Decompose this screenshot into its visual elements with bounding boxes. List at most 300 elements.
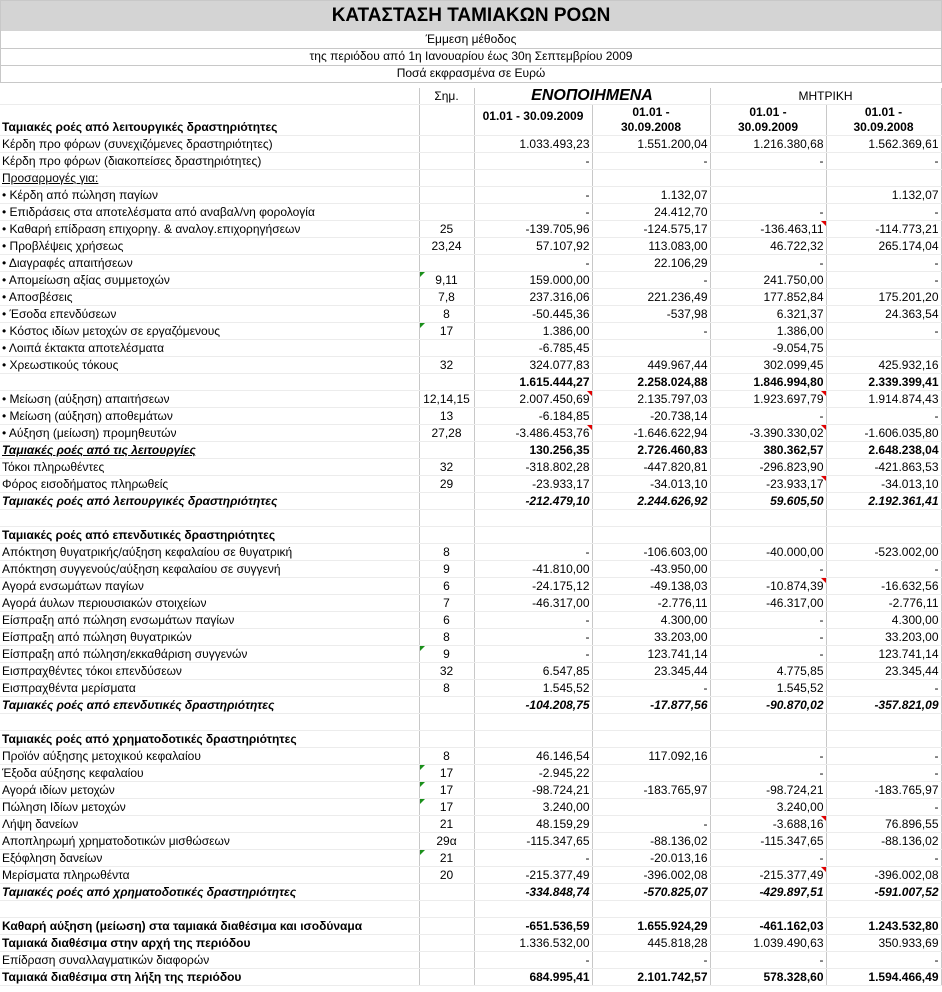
- row-note: [419, 527, 474, 544]
- row-label: Ταμιακές ροές από χρηματοδοτικές δραστηριότητες: [0, 731, 419, 748]
- value-cell: 1.039.490,63: [710, 935, 826, 952]
- value-cell: -34.013,10: [592, 476, 710, 493]
- value-cell: 324.077,83: [474, 357, 592, 374]
- value-cell: -: [592, 153, 710, 170]
- value-cell: -: [474, 187, 592, 204]
- value-cell: -: [592, 323, 710, 340]
- value-cell: -16.632,56: [826, 578, 941, 595]
- value-cell: -: [474, 612, 592, 629]
- value-cell: -23.933,17: [474, 476, 592, 493]
- subtotal-row: [0, 901, 941, 918]
- value-cell: -136.463,11: [710, 221, 826, 238]
- cash-flow-table: [0, 88, 942, 986]
- row-note: [419, 170, 474, 187]
- value-cell: -2.776,11: [826, 595, 941, 612]
- value-cell: [710, 901, 826, 918]
- value-cell: [826, 340, 941, 357]
- value-cell: -183.765,97: [592, 782, 710, 799]
- value-cell: 46.146,54: [474, 748, 592, 765]
- row-label: Κέρδη προ φόρων (συνεχιζόμενες δραστηριότητες): [0, 136, 419, 153]
- value-cell: -24.175,12: [474, 578, 592, 595]
- row-note: 13: [419, 408, 474, 425]
- value-cell: -6.184,85: [474, 408, 592, 425]
- row-note: [419, 714, 474, 731]
- row-label: [0, 374, 419, 391]
- row-label: • Έσοδα επενδύσεων: [0, 306, 419, 323]
- value-cell: -396.002,08: [592, 867, 710, 884]
- table-row: [0, 323, 941, 340]
- row-label: • Χρεωστικούς τόκους: [0, 357, 419, 374]
- row-label: • Μείωση (αύξηση) αποθεμάτων: [0, 408, 419, 425]
- value-cell: [710, 187, 826, 204]
- row-label: Εισπραχθέντες τόκοι επενδύσεων: [0, 663, 419, 680]
- value-cell: [474, 731, 592, 748]
- value-cell: [474, 510, 592, 527]
- row-label: Ταμιακά διαθέσιμα στην αρχή της περιόδου: [0, 935, 419, 952]
- value-cell: -: [826, 952, 941, 969]
- row-note: 17: [419, 323, 474, 340]
- row-label: Ταμιακές ροές από χρηματοδοτικές δραστηριότητες: [0, 884, 419, 901]
- value-cell: -9.054,75: [710, 340, 826, 357]
- row-label: Είσπραξη από πώληση θυγατρικών: [0, 629, 419, 646]
- row-label: Προσαρμογές για:: [0, 170, 419, 187]
- comment-marker-icon: [420, 765, 425, 770]
- row-note: [419, 442, 474, 459]
- value-cell: 1.545,52: [474, 680, 592, 697]
- row-label: • Κόστος ιδίων μετοχών σε εργαζόμενους: [0, 323, 419, 340]
- value-cell: -396.002,08: [826, 867, 941, 884]
- value-cell: 3.240,00: [710, 799, 826, 816]
- row-label: [0, 714, 419, 731]
- value-cell: -570.825,07: [592, 884, 710, 901]
- row-note: 9: [419, 646, 474, 663]
- table-row: [0, 697, 941, 714]
- table-row: [0, 561, 941, 578]
- row-note: 17: [419, 782, 474, 799]
- table-row: [0, 272, 941, 289]
- row-note: 9,11: [419, 272, 474, 289]
- table-row: [0, 425, 941, 442]
- value-cell: -215.377,49: [474, 867, 592, 884]
- row-label: • Προβλέψεις χρήσεως: [0, 238, 419, 255]
- value-cell: -46.317,00: [474, 595, 592, 612]
- value-cell: 1.132,07: [826, 187, 941, 204]
- value-cell: -6.785,45: [474, 340, 592, 357]
- value-cell: -: [826, 272, 941, 289]
- value-cell: [592, 799, 710, 816]
- row-label: Έξοδα αύξησης κεφαλαίου: [0, 765, 419, 782]
- value-cell: 1.243.532,80: [826, 918, 941, 935]
- subtotal-row: [0, 510, 941, 527]
- row-note: [419, 731, 474, 748]
- value-cell: 76.896,55: [826, 816, 941, 833]
- comment-marker-icon: [587, 391, 592, 396]
- value-cell: -: [710, 204, 826, 221]
- value-cell: -591.007,52: [826, 884, 941, 901]
- comment-marker-icon: [420, 323, 425, 328]
- value-cell: [826, 170, 941, 187]
- row-label: Πώληση Ιδίων μετοχών: [0, 799, 419, 816]
- table-row: [0, 969, 941, 986]
- value-cell: 2.135.797,03: [592, 391, 710, 408]
- value-cell: -: [474, 952, 592, 969]
- table-row: [0, 578, 941, 595]
- note-column-header: Σημ.: [419, 88, 474, 105]
- header-row-1: [0, 88, 941, 105]
- row-note: 6: [419, 612, 474, 629]
- currency-subtitle: Ποσά εκφρασμένα σε Ευρώ: [0, 65, 942, 83]
- value-cell: 1.594.466,49: [826, 969, 941, 986]
- row-note: [419, 136, 474, 153]
- value-cell: 6.547,85: [474, 663, 592, 680]
- row-note: 32: [419, 663, 474, 680]
- row-label: Απόκτηση θυγατρικής/αύξηση κεφαλαίου σε θυγατρική: [0, 544, 419, 561]
- row-note: 7,8: [419, 289, 474, 306]
- value-cell: -357.821,09: [826, 697, 941, 714]
- comment-marker-icon: [420, 272, 425, 277]
- period-subtitle: της περιόδου από 1η Ιανουαρίου έως 30η Σεπτεμβρίου 2009: [0, 48, 942, 66]
- value-cell: [592, 527, 710, 544]
- row-label: • Αύξηση (μείωση) προμηθευτών: [0, 425, 419, 442]
- value-cell: -88.136,02: [592, 833, 710, 850]
- row-note: [419, 493, 474, 510]
- value-cell: 1.615.444,27: [474, 374, 592, 391]
- value-cell: 2.726.460,83: [592, 442, 710, 459]
- value-cell: -106.603,00: [592, 544, 710, 561]
- value-cell: 175.201,20: [826, 289, 941, 306]
- row-label: Ταμιακές ροές από επενδυτικές δραστηριότητες: [0, 697, 419, 714]
- comment-marker-icon: [821, 476, 826, 481]
- value-cell: -: [826, 323, 941, 340]
- row-note: [419, 204, 474, 221]
- value-cell: -20.013,16: [592, 850, 710, 867]
- row-label: Κέρδη προ φόρων (διακοπείσες δραστηριότητες): [0, 153, 419, 170]
- value-cell: -41.810,00: [474, 561, 592, 578]
- row-label: • Αποσβέσεις: [0, 289, 419, 306]
- value-cell: -: [826, 408, 941, 425]
- table-row: [0, 629, 941, 646]
- value-cell: -49.138,03: [592, 578, 710, 595]
- row-note: 20: [419, 867, 474, 884]
- method-subtitle: Έμμεση μέθοδος: [0, 31, 942, 49]
- row-note: 25: [419, 221, 474, 238]
- row-note: 8: [419, 306, 474, 323]
- value-cell: -: [826, 153, 941, 170]
- value-cell: -: [826, 850, 941, 867]
- value-cell: -: [710, 629, 826, 646]
- table-row: [0, 357, 941, 374]
- table-row: [0, 289, 941, 306]
- value-cell: -: [710, 952, 826, 969]
- value-cell: 1.923.697,79: [710, 391, 826, 408]
- table-row: [0, 391, 941, 408]
- table-row: [0, 306, 941, 323]
- value-cell: -: [710, 153, 826, 170]
- value-cell: 1.914.874,43: [826, 391, 941, 408]
- row-label: Εξόφληση δανείων: [0, 850, 419, 867]
- value-cell: 2.244.626,92: [592, 493, 710, 510]
- row-note: [419, 153, 474, 170]
- row-note: [419, 952, 474, 969]
- value-cell: 380.362,57: [710, 442, 826, 459]
- value-cell: -: [474, 629, 592, 646]
- value-cell: -537,98: [592, 306, 710, 323]
- table-row: [0, 136, 941, 153]
- value-cell: 113.083,00: [592, 238, 710, 255]
- value-cell: 59.605,50: [710, 493, 826, 510]
- row-label: Ταμιακές ροές από επενδυτικές δραστηριότητες: [0, 527, 419, 544]
- row-label: Αγορά ιδίων μετοχών: [0, 782, 419, 799]
- row-label: • Απομείωση αξίας συμμετοχών: [0, 272, 419, 289]
- value-cell: 23.345,44: [592, 663, 710, 680]
- row-label: Προϊόν αύξησης μετοχικού κεφαλαίου: [0, 748, 419, 765]
- value-cell: 33.203,00: [826, 629, 941, 646]
- value-cell: -114.773,21: [826, 221, 941, 238]
- row-note: [419, 340, 474, 357]
- value-cell: -88.136,02: [826, 833, 941, 850]
- table-row: [0, 799, 941, 816]
- value-cell: 1.846.994,80: [710, 374, 826, 391]
- row-label: Μερίσματα πληρωθέντα: [0, 867, 419, 884]
- value-cell: [710, 527, 826, 544]
- value-cell: 2.648.238,04: [826, 442, 941, 459]
- value-cell: 1.545,52: [710, 680, 826, 697]
- value-cell: [592, 765, 710, 782]
- comment-marker-icon: [420, 646, 425, 651]
- row-note: 32: [419, 459, 474, 476]
- table-row: [0, 680, 941, 697]
- table-row: [0, 612, 941, 629]
- row-label: • Μείωση (αύξηση) απαιτήσεων: [0, 391, 419, 408]
- row-note: 17: [419, 765, 474, 782]
- value-cell: -651.536,59: [474, 918, 592, 935]
- value-cell: [710, 731, 826, 748]
- value-cell: -: [710, 255, 826, 272]
- row-note: 9: [419, 561, 474, 578]
- table-row: [0, 221, 941, 238]
- table-row: [0, 782, 941, 799]
- subtotal-row: [0, 374, 941, 391]
- value-cell: 1.336.532,00: [474, 935, 592, 952]
- row-note: [419, 374, 474, 391]
- row-label: Είσπραξη από πώληση/εκκαθάριση συγγενών: [0, 646, 419, 663]
- table-row: [0, 476, 941, 493]
- table-row: [0, 731, 941, 748]
- table-row: [0, 459, 941, 476]
- value-cell: 1.386,00: [474, 323, 592, 340]
- value-cell: 1.551.200,04: [592, 136, 710, 153]
- value-cell: -: [474, 153, 592, 170]
- value-cell: 1.216.380,68: [710, 136, 826, 153]
- value-cell: -1.646.622,94: [592, 425, 710, 442]
- table-row: [0, 646, 941, 663]
- row-label: Καθαρή αύξηση (μείωση) στα ταμιακά διαθέσιμα και ισοδύναμα: [0, 918, 419, 935]
- value-cell: 33.203,00: [592, 629, 710, 646]
- row-note: 7: [419, 595, 474, 612]
- row-note: 29α: [419, 833, 474, 850]
- comment-marker-icon: [420, 782, 425, 787]
- value-cell: -447.820,81: [592, 459, 710, 476]
- value-cell: [826, 731, 941, 748]
- value-cell: 2.258.024,88: [592, 374, 710, 391]
- comment-marker-icon: [821, 425, 826, 430]
- row-note: 8: [419, 629, 474, 646]
- value-cell: -212.479,10: [474, 493, 592, 510]
- value-cell: -: [710, 408, 826, 425]
- table-row: [0, 748, 941, 765]
- table-row: [0, 595, 941, 612]
- value-cell: -: [826, 748, 941, 765]
- value-cell: -10.874,39: [710, 578, 826, 595]
- subtotal-row: [0, 714, 941, 731]
- parent-header: ΜΗΤΡΙΚΗ: [710, 88, 941, 105]
- table-row: [0, 204, 941, 221]
- value-cell: [474, 527, 592, 544]
- table-row: [0, 153, 941, 170]
- row-label: Εισπραχθέντα μερίσματα: [0, 680, 419, 697]
- row-note: 21: [419, 816, 474, 833]
- row-label: Απόκτηση συγγενούς/αύξηση κεφαλαίου σε συγγενή: [0, 561, 419, 578]
- row-note: 6: [419, 578, 474, 595]
- value-cell: 1.655.924,29: [592, 918, 710, 935]
- table-row: [0, 952, 941, 969]
- value-cell: 24.363,54: [826, 306, 941, 323]
- value-cell: 6.321,37: [710, 306, 826, 323]
- value-cell: -: [710, 612, 826, 629]
- value-cell: -: [826, 204, 941, 221]
- value-cell: 3.240,00: [474, 799, 592, 816]
- row-label: Είσπραξη από πώληση ενσωμάτων παγίων: [0, 612, 419, 629]
- comment-marker-icon: [821, 578, 826, 583]
- value-cell: 302.099,45: [710, 357, 826, 374]
- row-note: 29: [419, 476, 474, 493]
- table-row: [0, 884, 941, 901]
- value-cell: 159.000,00: [474, 272, 592, 289]
- value-cell: -296.823,90: [710, 459, 826, 476]
- value-cell: -34.013,10: [826, 476, 941, 493]
- value-cell: -: [474, 646, 592, 663]
- value-cell: [826, 714, 941, 731]
- value-cell: -215.377,49: [710, 867, 826, 884]
- value-cell: -104.208,75: [474, 697, 592, 714]
- row-note: [419, 918, 474, 935]
- value-cell: -1.606.035,80: [826, 425, 941, 442]
- table-row: [0, 187, 941, 204]
- table-row: [0, 850, 941, 867]
- table-row: [0, 170, 941, 187]
- value-cell: -124.575,17: [592, 221, 710, 238]
- row-note: [419, 901, 474, 918]
- value-cell: -17.877,56: [592, 697, 710, 714]
- value-cell: 123.741,14: [826, 646, 941, 663]
- row-label: Ταμιακές ροές από λειτουργικές δραστηριότητες: [0, 493, 419, 510]
- col-header-parent-2009: 01.01 - 30.09.2009: [710, 105, 826, 136]
- value-cell: -46.317,00: [710, 595, 826, 612]
- row-label: [0, 510, 419, 527]
- value-cell: -50.445,36: [474, 306, 592, 323]
- value-cell: [710, 170, 826, 187]
- value-cell: -: [826, 561, 941, 578]
- value-cell: 2.007.450,69: [474, 391, 592, 408]
- table-row: [0, 493, 941, 510]
- value-cell: 123.741,14: [592, 646, 710, 663]
- value-cell: -: [826, 255, 941, 272]
- row-note: [419, 884, 474, 901]
- table-row: [0, 238, 941, 255]
- row-note: 8: [419, 680, 474, 697]
- value-cell: 578.328,60: [710, 969, 826, 986]
- value-cell: [826, 527, 941, 544]
- comment-marker-icon: [587, 425, 592, 430]
- value-cell: -2.945,22: [474, 765, 592, 782]
- row-label: Τόκοι πληρωθέντες: [0, 459, 419, 476]
- operating-section-heading: Ταμιακές ροές από λειτουργικές δραστηριότητες: [0, 105, 419, 136]
- row-label: • Επιδράσεις στα αποτελέσματα από αναβαλ/νη φορολογία: [0, 204, 419, 221]
- value-cell: [474, 901, 592, 918]
- value-cell: [826, 510, 941, 527]
- row-note: 21: [419, 850, 474, 867]
- row-note: 8: [419, 748, 474, 765]
- value-cell: -461.162,03: [710, 918, 826, 935]
- value-cell: 24.412,70: [592, 204, 710, 221]
- row-label: [0, 901, 419, 918]
- value-cell: [592, 340, 710, 357]
- comment-marker-icon: [821, 391, 826, 396]
- comment-marker-icon: [821, 221, 826, 226]
- value-cell: -43.950,00: [592, 561, 710, 578]
- value-cell: -115.347,65: [710, 833, 826, 850]
- value-cell: 4.300,00: [826, 612, 941, 629]
- row-note: [419, 935, 474, 952]
- value-cell: 2.339.399,41: [826, 374, 941, 391]
- value-cell: -: [710, 646, 826, 663]
- table-row: [0, 918, 941, 935]
- value-cell: [592, 510, 710, 527]
- row-note: [419, 255, 474, 272]
- comment-marker-icon: [821, 816, 826, 821]
- value-cell: 46.722,32: [710, 238, 826, 255]
- table-row: [0, 816, 941, 833]
- table-row: [0, 833, 941, 850]
- header-row-2: [0, 105, 941, 136]
- row-label: • Λοιπά έκτακτα αποτελέσματα: [0, 340, 419, 357]
- row-label: Φόρος εισοδήματος πληρωθείς: [0, 476, 419, 493]
- value-cell: 4.775,85: [710, 663, 826, 680]
- value-cell: -: [710, 765, 826, 782]
- comment-marker-icon: [420, 850, 425, 855]
- value-cell: [474, 714, 592, 731]
- comment-marker-icon: [821, 867, 826, 872]
- value-cell: -98.724,21: [710, 782, 826, 799]
- value-cell: [474, 170, 592, 187]
- value-cell: [710, 714, 826, 731]
- value-cell: 221.236,49: [592, 289, 710, 306]
- row-note: 8: [419, 544, 474, 561]
- table-row: [0, 255, 941, 272]
- value-cell: [592, 731, 710, 748]
- value-cell: -3.688,16: [710, 816, 826, 833]
- col-header-consolidated-2008: 01.01 - 30.09.2008: [592, 105, 710, 136]
- table-row: [0, 867, 941, 884]
- row-label: Ταμιακές ροές από τις λειτουργίες: [0, 442, 419, 459]
- value-cell: [710, 510, 826, 527]
- table-row: [0, 442, 941, 459]
- value-cell: 117.092,16: [592, 748, 710, 765]
- value-cell: -: [592, 272, 710, 289]
- value-cell: -: [710, 561, 826, 578]
- row-note: [419, 697, 474, 714]
- table-row: [0, 408, 941, 425]
